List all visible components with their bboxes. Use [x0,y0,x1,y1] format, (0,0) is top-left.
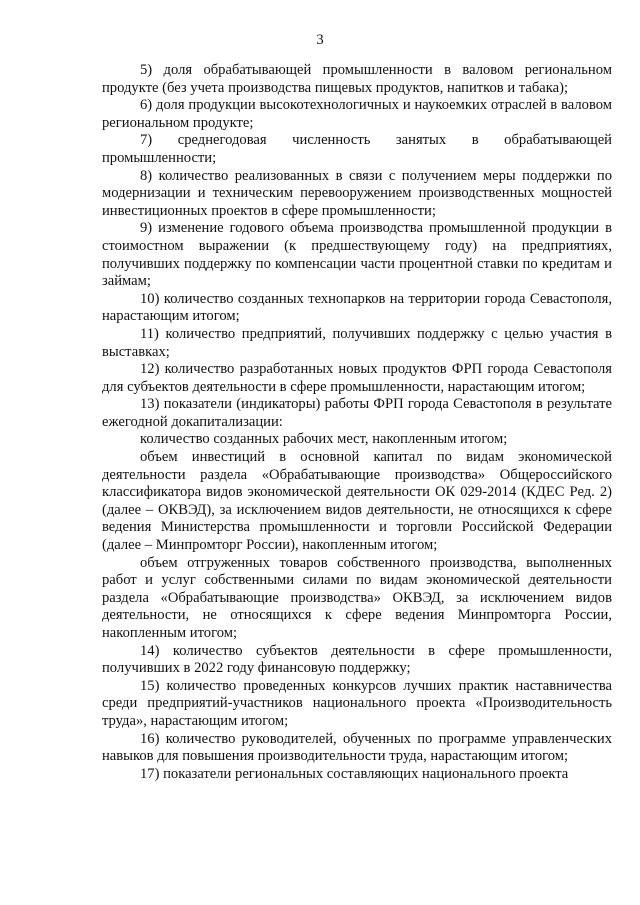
paragraph-sub-jobs: количество созданных рабочих мест, накопленным итогом; [140,431,508,448]
paragraph-item-8: 8) количество реализованных в связи с получением меры поддержки по модернизации и техническим перевооружением производственных мощностей инвестиционных проектов в сфере промышленности; [102,167,612,219]
paragraph-item-9: 9) изменение годового объема производства промышленной продукции в стоимостном выражении (к предшествующему году) на предприятиях, получивших поддержку по компенсации части процентной ставки по кредитам и займам; [102,220,612,290]
paragraph-item-6: 6) доля продукции высокотехнологичных и наукоемких отраслей в валовом региональном продукте; [102,97,612,131]
paragraph-item-5: 5) доля обрабатывающей промышленности в валовом региональном продукте (без учета производства пищевых продуктов, напитков и табака); [102,62,612,96]
paragraph-item-10: 10) количество созданных технопарков на территории города Севастополя, нарастающим итогом; [102,290,612,325]
paragraph-item-14: 14) количество субъектов деятельности в сфере промышленности, получивших в 2022 году финансовую поддержку; [102,642,612,677]
paragraph-item-13: 13) показатели (индикаторы) работы ФРП города Севастополя в результате ежегодной докапитализации: [102,396,612,430]
paragraph-item-12: 12) количество разработанных новых продуктов ФРП города Севастополя для субъектов деятельности в сфере промышленности, нарастающим итогом; [102,361,612,395]
paragraph-sub-investments: объем инвестиций в основной капитал по видам экономической деятельности раздела «Обрабатывающие производства» Общероссийского классификатора видов экономической деятельности ОК 029-2014 (КДЕС Ред. 2) (далее – ОКВЭД), за исключением видов деятельности, не относящихся к сфере ведения Министерства промышленности и торговли Российской Федерации (далее – Минпромторг России), накопленным итогом; [102,449,612,554]
document-body [102,62,612,783]
page-number: 3 [316,32,324,48]
paragraph-item-11: 11) количество предприятий, получивших поддержку с целью участия в выставках; [102,325,612,360]
paragraph-item-17: 17) показатели региональных составляющих национального проекта [140,765,569,782]
paragraph-item-7: 7) среднегодовая численность занятых в обрабатывающей промышленности; [102,132,612,166]
paragraph-item-16: 16) количество руководителей, обученных по программе управленческих навыков для повышения производительности труда, нарастающим итогом; [102,730,612,765]
paragraph-item-15: 15) количество проведенных конкурсов лучших практик наставничества среди предприятий-участников национального проекта «Производительность труда», нарастающим итогом; [102,677,612,729]
paragraph-sub-shipped-goods: объем отгруженных товаров собственного производства, выполненных работ и услуг собственными силами по видам экономической деятельности раздела «Обрабатывающие производства» ОКВЭД, за исключением видов деятельности, не относящихся к сфере ведения Минпромторга России, накопленным итогом; [102,554,612,641]
